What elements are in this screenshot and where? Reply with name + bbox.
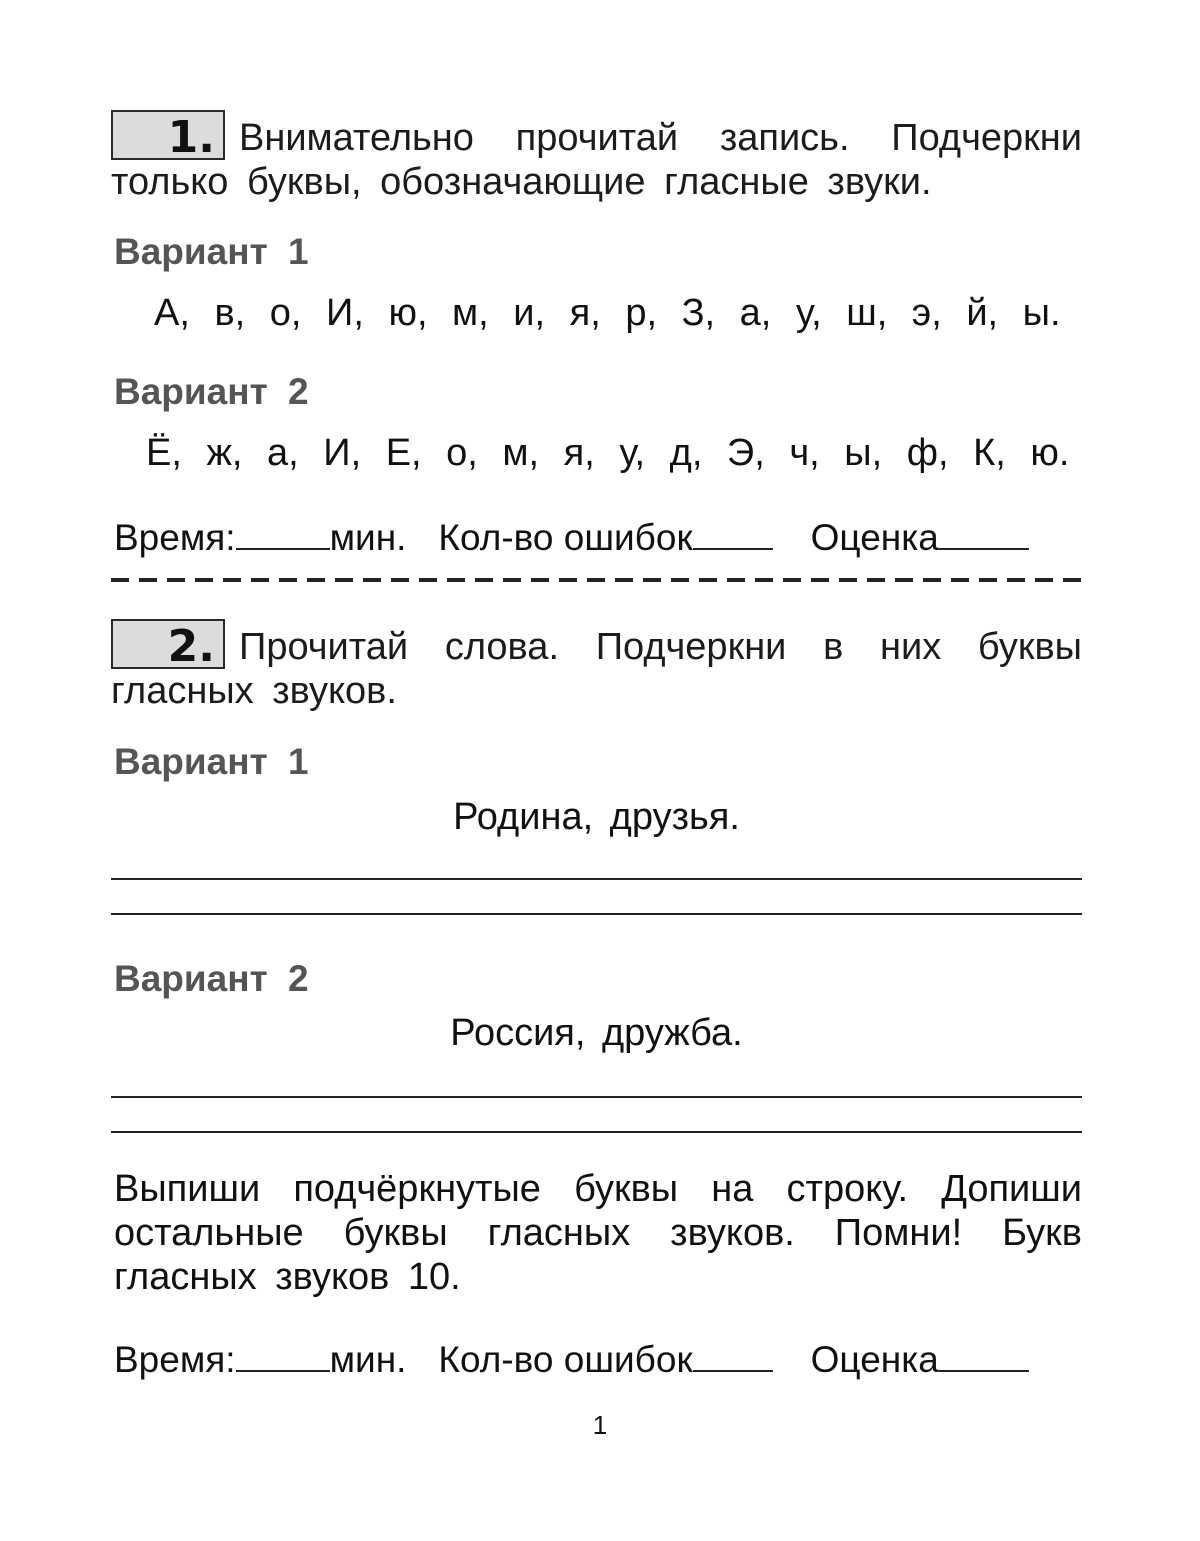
- answer-line[interactable]: [111, 1131, 1082, 1133]
- task1-score-line: [114, 517, 1082, 559]
- errors-label: Кол-во ошибок: [438, 1339, 693, 1380]
- answer-line[interactable]: [111, 878, 1082, 880]
- errors-blank[interactable]: [693, 1369, 773, 1372]
- task2-instruction: Прочитай слова. Подчеркни в них буквы гласных звуков.: [111, 626, 1082, 712]
- task2-closing-instruction: Выпиши подчёркнутые буквы на строку. Допиши остальные буквы гласных звуков. Помни! Букв гласных звуков 10.: [114, 1168, 1082, 1298]
- errors-label: Кол-во ошибок: [438, 517, 693, 558]
- errors-blank[interactable]: [693, 547, 773, 550]
- task1-number: 1.: [167, 112, 215, 163]
- task1-variant2-label: Вариант 2: [114, 371, 309, 412]
- task2-variant2-words: Россия, дружба.: [450, 1012, 743, 1054]
- grade-blank[interactable]: [939, 547, 1029, 550]
- time-label: Время:: [114, 517, 236, 558]
- task1-header: [111, 110, 1082, 204]
- time-blank[interactable]: [236, 1369, 330, 1372]
- cut-line-divider: [111, 578, 1086, 582]
- task1-variant1-label: Вариант 1: [114, 231, 309, 272]
- task2-header: [111, 619, 1082, 713]
- task2-variant1-label: Вариант 1: [114, 741, 309, 782]
- task1-instruction: Внимательно прочитай запись. Подчеркни только буквы, обозначающие гласные звуки.: [111, 117, 1082, 203]
- time-label: Время:: [114, 1339, 236, 1380]
- grade-blank[interactable]: [939, 1369, 1029, 1372]
- task1-variant1-letters: А, в, о, И, ю, м, и, я, р, З, а, у, ш, э, й, ы.: [154, 292, 1061, 334]
- task2-score-line: [114, 1339, 1082, 1381]
- task2-number-box: [111, 619, 225, 672]
- page-number: 1: [592, 1410, 608, 1440]
- min-label: мин.: [329, 517, 407, 558]
- min-label: мин.: [329, 1339, 407, 1380]
- answer-line[interactable]: [111, 1096, 1082, 1098]
- task2-variant2-label: Вариант 2: [114, 958, 309, 999]
- task2-number: 2.: [167, 621, 215, 672]
- grade-label: Оценка: [810, 1339, 939, 1380]
- task2-variant1-words: Родина, друзья.: [453, 796, 740, 838]
- answer-line[interactable]: [111, 913, 1082, 915]
- task1-variant2-letters: Ё, ж, а, И, Е, о, м, я, у, д, Э, ч, ы, ф, К, ю.: [146, 432, 1070, 474]
- grade-label: Оценка: [810, 517, 939, 558]
- task1-number-box: [111, 110, 225, 163]
- time-blank[interactable]: [236, 547, 330, 550]
